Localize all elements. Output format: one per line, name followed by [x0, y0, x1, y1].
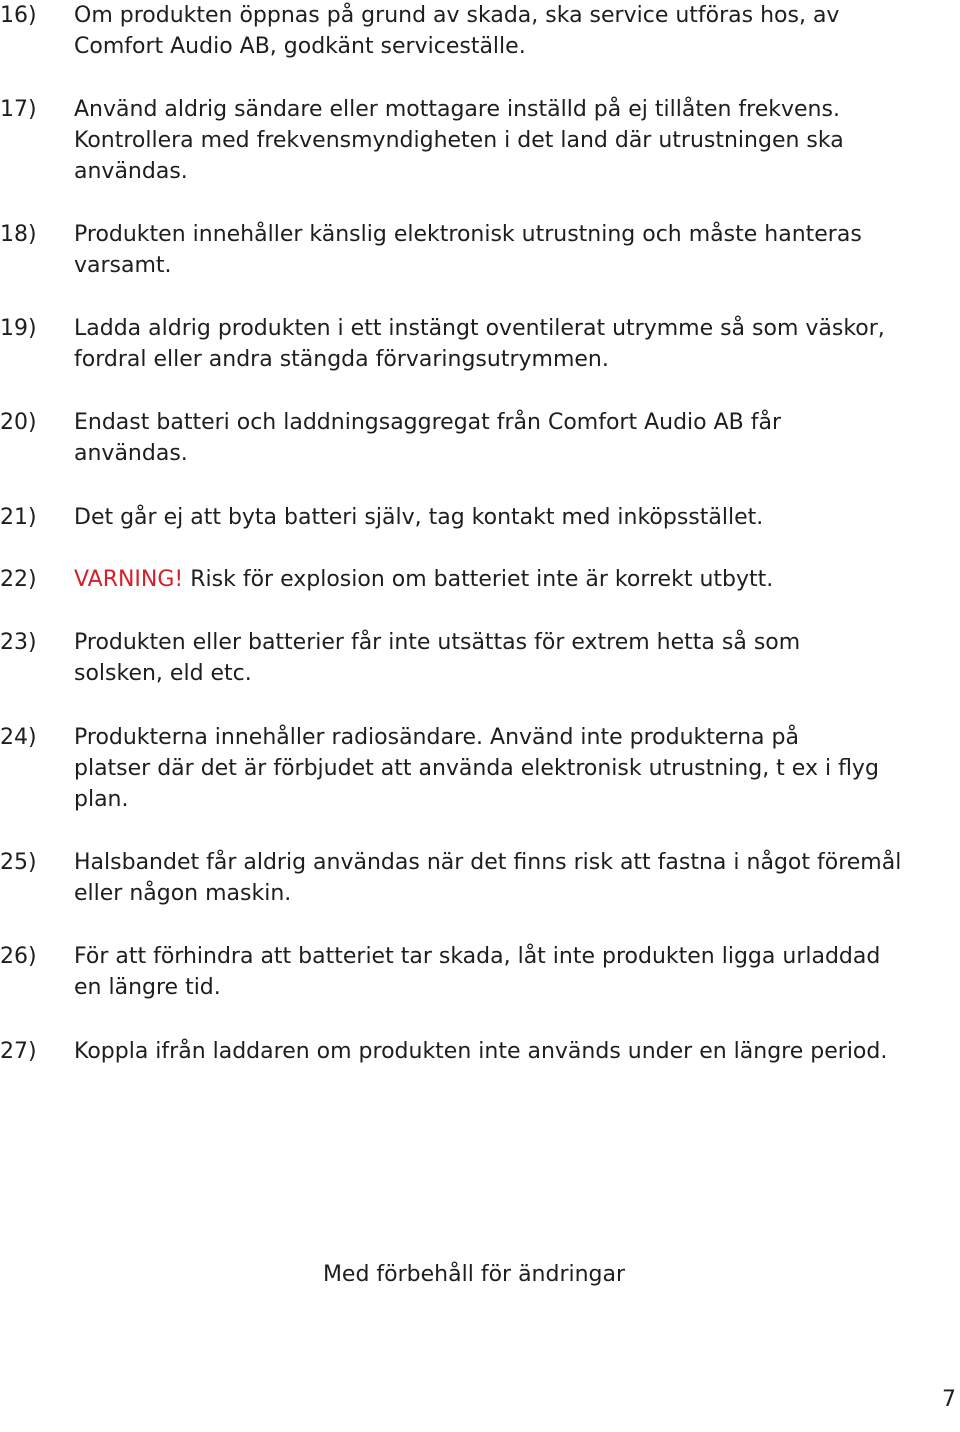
item-text-line: Produkten innehåller känslig elektronisk utrustning och måste hanteras — [74, 222, 862, 247]
page-number: 7 — [942, 1387, 956, 1412]
footer-note-text: Med förbehåll för ändringar — [322, 1262, 626, 1287]
item-number: 25) — [0, 850, 37, 875]
item-text — [74, 0, 929, 62]
item-number: 27) — [0, 1039, 37, 1064]
item-text — [74, 94, 929, 187]
item-text-line: Halsbandet får aldrig användas när det finns risk att fastna i något föremål — [74, 850, 902, 875]
item-text-line: Comfort Audio AB, godkänt serviceställe. — [74, 34, 526, 59]
warning-text: Risk för explosion om batteriet inte är korrekt utbytt. — [183, 567, 774, 592]
item-number: 16) — [0, 3, 37, 28]
item-text-line: Produkten eller batterier får inte utsättas för extrem hetta så som — [74, 630, 801, 655]
item-number: 19) — [0, 316, 37, 341]
item-text — [74, 722, 929, 815]
item-number: 23) — [0, 630, 37, 655]
item-number: 22) — [0, 567, 37, 592]
item-text — [74, 313, 929, 375]
item-text — [74, 1036, 929, 1067]
item-number: 26) — [0, 944, 37, 969]
item-text-line: Använd aldrig sändare eller mottagare inställd på ej tillåten frekvens. — [74, 97, 840, 122]
item-text-line: användas. — [74, 159, 188, 184]
item-text-line: För att förhindra att batteriet tar skada, låt inte produkten ligga urladdad — [74, 944, 881, 969]
item-number: 24) — [0, 725, 37, 750]
item-text-line: varsamt. — [74, 253, 172, 278]
item-text-line: platser där det är förbjudet att använda elektronisk utrustning, t ex i flyg — [74, 756, 879, 781]
item-text-line: en längre tid. — [74, 975, 221, 1000]
item-number: 21) — [0, 505, 37, 530]
item-text — [74, 627, 929, 689]
item-number: 20) — [0, 410, 37, 435]
item-text — [74, 847, 929, 909]
item-text — [74, 219, 929, 281]
item-text-line: eller någon maskin. — [74, 881, 292, 906]
item-text-line: fordral eller andra stängda förvaringsutrymmen. — [74, 347, 609, 372]
warning-label: VARNING! — [74, 567, 184, 592]
item-text-line: Ladda aldrig produkten i ett instängt oventilerat utrymme så som väskor, — [74, 316, 885, 341]
item-text — [74, 502, 929, 533]
item-text-line: Produkterna innehåller radiosändare. Använd inte produkterna på — [74, 725, 799, 750]
item-text-line — [74, 564, 929, 595]
footer-note — [0, 1259, 960, 1290]
item-text — [74, 407, 929, 469]
item-text-line: Om produkten öppnas på grund av skada, ska service utföras hos, av — [74, 3, 840, 28]
item-number: 17) — [0, 97, 37, 122]
item-text-line: plan. — [74, 787, 129, 812]
item-text — [74, 941, 929, 1003]
item-text-line: Endast batteri och laddningsaggregat från Comfort Audio AB får — [74, 410, 782, 435]
item-text-line: Kontrollera med frekvensmyndigheten i det land där utrustningen ska — [74, 128, 844, 153]
item-text-line: användas. — [74, 441, 188, 466]
item-text-line: Koppla ifrån laddaren om produkten inte används under en längre period. — [74, 1039, 888, 1064]
item-text-line: solsken, eld etc. — [74, 661, 252, 686]
item-text — [74, 564, 929, 595]
item-text-line: Det går ej att byta batteri själv, tag kontakt med inköpsstället. — [74, 505, 764, 530]
item-number: 18) — [0, 222, 37, 247]
